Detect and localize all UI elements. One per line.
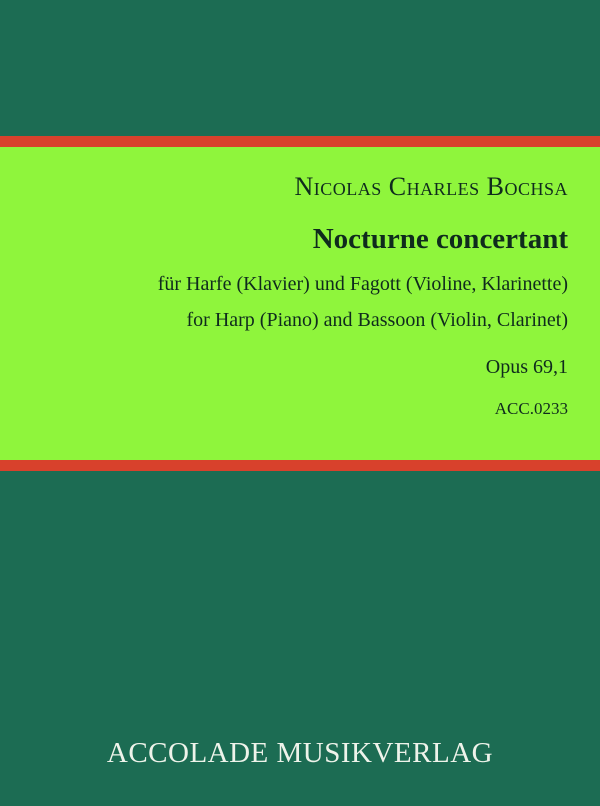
work-title: Nocturne concertant <box>312 223 568 255</box>
composer-name: Nicolas Charles Bochsa <box>294 172 568 201</box>
catalog-number: ACC.0233 <box>494 399 568 418</box>
instrumentation-german: für Harfe (Klavier) und Fagott (Violine, Klarinette) <box>157 273 568 295</box>
top-red-stripe <box>0 136 600 147</box>
opus-number: Opus 69,1 <box>485 356 568 378</box>
bottom-red-stripe <box>0 460 600 471</box>
publisher-name: ACCOLADE MUSIKVERLAG <box>106 737 494 769</box>
instrumentation-english: for Harp (Piano) and Bassoon (Violin, Clarinet) <box>186 309 568 331</box>
